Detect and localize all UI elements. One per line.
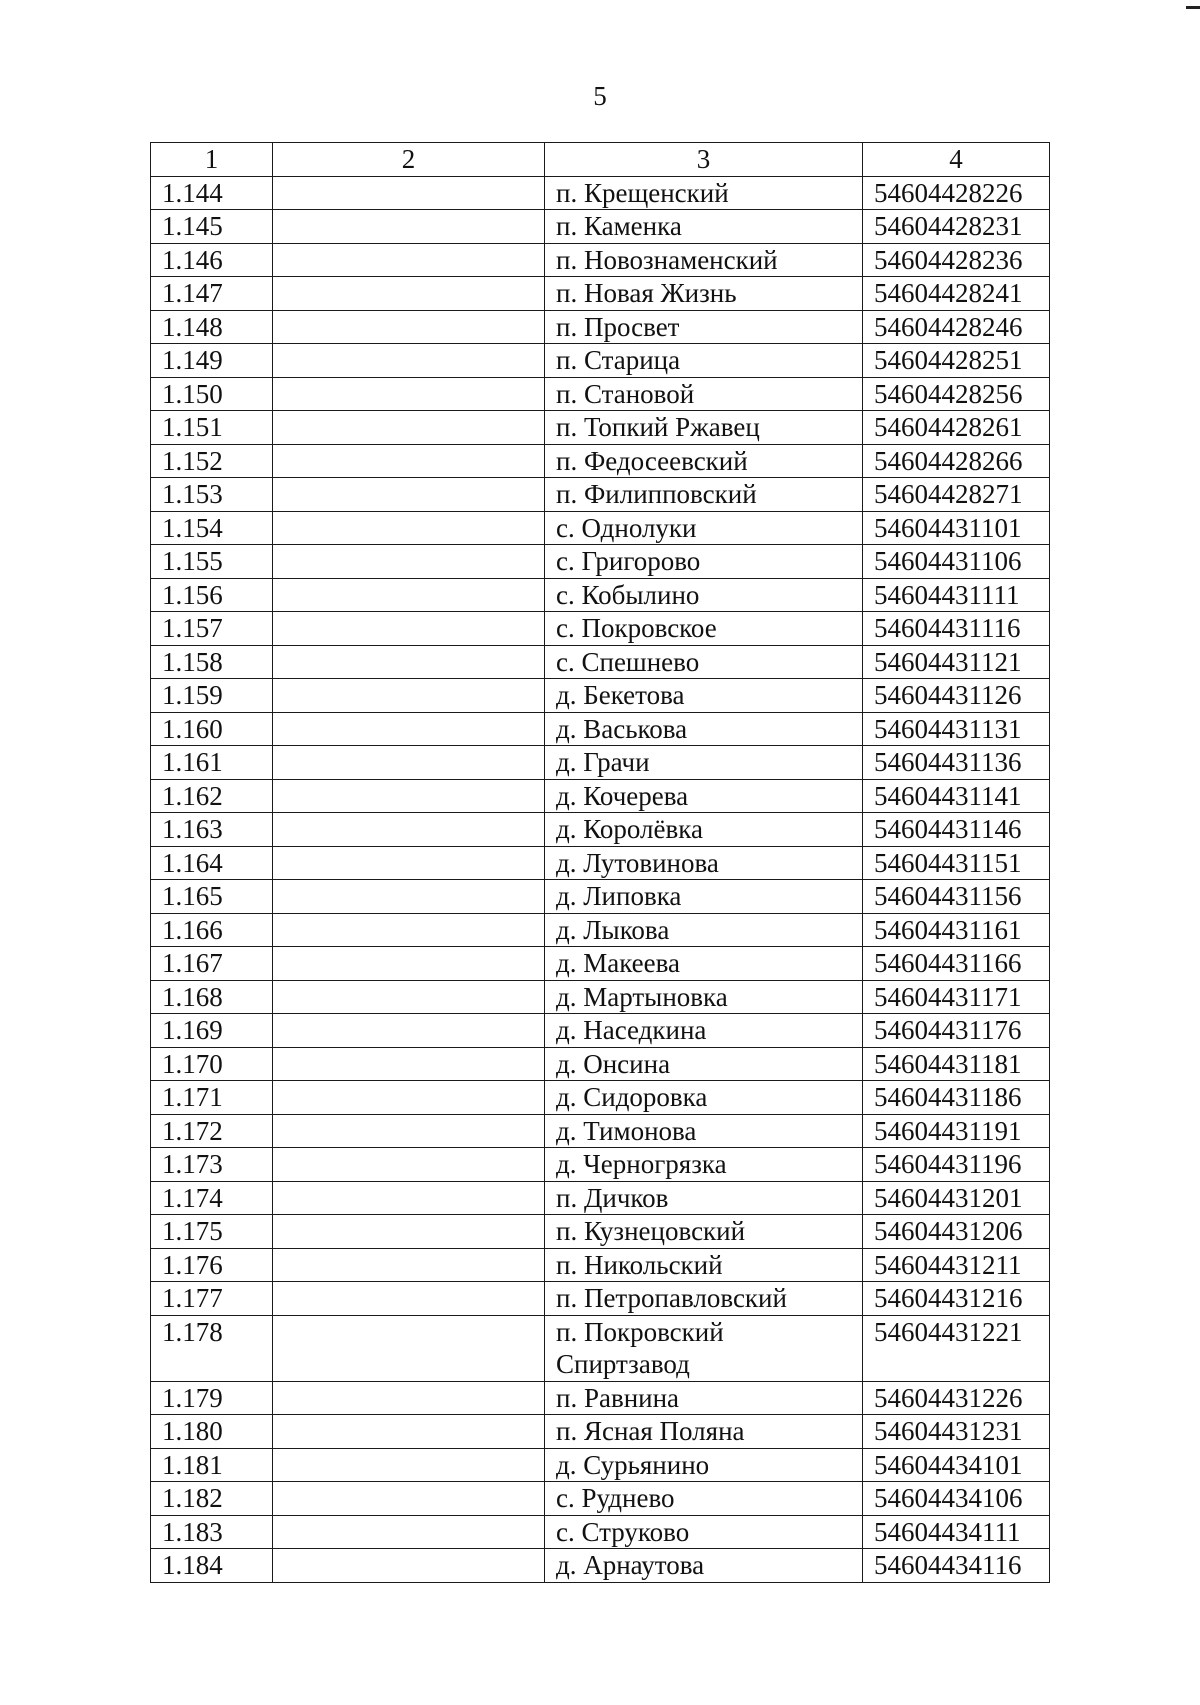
settlement-name-cell: д. Липовка [545, 880, 863, 914]
oktmo-code-cell: 54604431141 [863, 779, 1050, 813]
settlement-name-cell: п. Новая Жизнь [545, 277, 863, 311]
row-number-cell: 1.171 [151, 1081, 273, 1115]
settlement-name-cell: п. Филипповский [545, 478, 863, 512]
header-cell-1: 1 [151, 143, 273, 177]
header-cell-3: 3 [545, 143, 863, 177]
row-blank-cell [273, 1215, 545, 1249]
settlement-name-cell: д. Лыкова [545, 913, 863, 947]
row-number-cell: 1.159 [151, 679, 273, 713]
settlement-name-cell: с. Однолуки [545, 511, 863, 545]
row-number-cell: 1.151 [151, 411, 273, 445]
settlement-name-cell: с. Покровское [545, 612, 863, 646]
row-number-cell: 1.165 [151, 880, 273, 914]
table-row [151, 578, 1050, 612]
table-row [151, 511, 1050, 545]
header-cell-2: 2 [273, 143, 545, 177]
row-number-cell: 1.149 [151, 344, 273, 378]
oktmo-code-cell: 54604431171 [863, 980, 1050, 1014]
table-row [151, 1315, 1050, 1381]
oktmo-code-cell: 54604428241 [863, 277, 1050, 311]
oktmo-code-cell: 54604431116 [863, 612, 1050, 646]
table-row [151, 880, 1050, 914]
oktmo-code-cell: 54604431101 [863, 511, 1050, 545]
table-row [151, 846, 1050, 880]
oktmo-code-cell: 54604428256 [863, 377, 1050, 411]
table-row [151, 444, 1050, 478]
oktmo-code-cell: 54604434116 [863, 1549, 1050, 1583]
row-blank-cell [273, 210, 545, 244]
header-cell-4: 4 [863, 143, 1050, 177]
row-number-cell: 1.145 [151, 210, 273, 244]
oktmo-code-cell: 54604431166 [863, 947, 1050, 981]
table-row [151, 679, 1050, 713]
row-number-cell: 1.184 [151, 1549, 273, 1583]
settlement-name-cell: п. Старица [545, 344, 863, 378]
row-blank-cell [273, 1482, 545, 1516]
row-number-cell: 1.146 [151, 243, 273, 277]
settlement-name-cell: п. Никольский [545, 1248, 863, 1282]
oktmo-code-cell: 54604428266 [863, 444, 1050, 478]
row-blank-cell [273, 1114, 545, 1148]
table-row [151, 210, 1050, 244]
settlement-name-cell: д. Лутовинова [545, 846, 863, 880]
table-row [151, 1448, 1050, 1482]
row-blank-cell [273, 1047, 545, 1081]
settlement-name-cell: п. Становой [545, 377, 863, 411]
oktmo-code-cell: 54604431176 [863, 1014, 1050, 1048]
row-blank-cell [273, 478, 545, 512]
row-blank-cell [273, 645, 545, 679]
settlement-name-cell: п. Кузнецовский [545, 1215, 863, 1249]
settlement-name-cell: д. Наседкина [545, 1014, 863, 1048]
settlement-name-cell: п. Петропавловский [545, 1282, 863, 1316]
oktmo-code-cell: 54604431181 [863, 1047, 1050, 1081]
row-blank-cell [273, 377, 545, 411]
row-number-cell: 1.169 [151, 1014, 273, 1048]
row-blank-cell [273, 846, 545, 880]
table-row [151, 612, 1050, 646]
oktmo-code-cell: 54604431151 [863, 846, 1050, 880]
table-row [151, 746, 1050, 780]
settlement-name-cell: д. Онсина [545, 1047, 863, 1081]
settlement-name-cell: д. Бекетова [545, 679, 863, 713]
row-blank-cell [273, 1315, 545, 1381]
table-row [151, 813, 1050, 847]
oktmo-code-cell: 54604428226 [863, 176, 1050, 210]
table-row [151, 411, 1050, 445]
settlement-name-cell: п. Равнина [545, 1381, 863, 1415]
row-blank-cell [273, 1181, 545, 1215]
table-body [151, 143, 1050, 1583]
oktmo-code-cell: 54604431226 [863, 1381, 1050, 1415]
table-row [151, 1482, 1050, 1516]
table-row [151, 1181, 1050, 1215]
row-blank-cell [273, 310, 545, 344]
row-number-cell: 1.154 [151, 511, 273, 545]
table-row [151, 1148, 1050, 1182]
settlement-name-cell: д. Черногрязка [545, 1148, 863, 1182]
table-row [151, 980, 1050, 1014]
row-blank-cell [273, 1448, 545, 1482]
settlement-name-cell: п. Просвет [545, 310, 863, 344]
row-blank-cell [273, 1148, 545, 1182]
settlement-name-cell: д. Васькова [545, 712, 863, 746]
table-header-row [151, 143, 1050, 177]
row-number-cell: 1.163 [151, 813, 273, 847]
table-row [151, 1415, 1050, 1449]
row-number-cell: 1.173 [151, 1148, 273, 1182]
row-number-cell: 1.148 [151, 310, 273, 344]
page-number: 5 [593, 81, 607, 111]
row-blank-cell [273, 980, 545, 1014]
settlement-name-cell: с. Кобылино [545, 578, 863, 612]
row-number-cell: 1.181 [151, 1448, 273, 1482]
row-number-cell: 1.157 [151, 612, 273, 646]
table-row [151, 1515, 1050, 1549]
row-number-cell: 1.160 [151, 712, 273, 746]
row-blank-cell [273, 277, 545, 311]
row-number-cell: 1.156 [151, 578, 273, 612]
table-row [151, 947, 1050, 981]
table-row [151, 1381, 1050, 1415]
oktmo-code-cell: 54604431126 [863, 679, 1050, 713]
table-row [151, 310, 1050, 344]
row-number-cell: 1.155 [151, 545, 273, 579]
settlement-name-cell: п. Федосеевский [545, 444, 863, 478]
oktmo-code-cell: 54604431156 [863, 880, 1050, 914]
row-number-cell: 1.166 [151, 913, 273, 947]
row-number-cell: 1.176 [151, 1248, 273, 1282]
settlement-name-cell: д. Макеева [545, 947, 863, 981]
row-number-cell: 1.174 [151, 1181, 273, 1215]
table-row [151, 779, 1050, 813]
table-row [151, 913, 1050, 947]
oktmo-code-cell: 54604431136 [863, 746, 1050, 780]
table-row [151, 176, 1050, 210]
oktmo-code-cell: 54604431211 [863, 1248, 1050, 1282]
row-blank-cell [273, 411, 545, 445]
row-number-cell: 1.178 [151, 1315, 273, 1381]
oktmo-code-cell: 54604431111 [863, 578, 1050, 612]
oktmo-code-cell: 54604431201 [863, 1181, 1050, 1215]
oktmo-code-cell: 54604431186 [863, 1081, 1050, 1115]
row-blank-cell [273, 1248, 545, 1282]
row-number-cell: 1.161 [151, 746, 273, 780]
settlement-name-cell: с. Григорово [545, 545, 863, 579]
row-number-cell: 1.152 [151, 444, 273, 478]
row-number-cell: 1.150 [151, 377, 273, 411]
settlement-name-cell: п. Крещенский [545, 176, 863, 210]
oktmo-code-cell: 54604434111 [863, 1515, 1050, 1549]
oktmo-code-cell: 54604431161 [863, 913, 1050, 947]
oktmo-code-cell: 54604431191 [863, 1114, 1050, 1148]
row-blank-cell [273, 344, 545, 378]
oktmo-code-cell: 54604428261 [863, 411, 1050, 445]
row-blank-cell [273, 947, 545, 981]
table-row [151, 1248, 1050, 1282]
row-blank-cell [273, 444, 545, 478]
row-number-cell: 1.144 [151, 176, 273, 210]
table-row [151, 344, 1050, 378]
settlement-name-cell: п. Покровский Спиртзавод [545, 1315, 863, 1381]
oktmo-code-cell: 54604431121 [863, 645, 1050, 679]
row-number-cell: 1.153 [151, 478, 273, 512]
oktmo-code-cell: 54604431216 [863, 1282, 1050, 1316]
table-row [151, 545, 1050, 579]
row-blank-cell [273, 578, 545, 612]
table-row [151, 1549, 1050, 1583]
row-number-cell: 1.164 [151, 846, 273, 880]
settlement-name-cell: с. Спешнево [545, 645, 863, 679]
settlement-name-cell: п. Ясная Поляна [545, 1415, 863, 1449]
row-blank-cell [273, 779, 545, 813]
table-row [151, 1282, 1050, 1316]
settlement-name-cell: д. Королёвка [545, 813, 863, 847]
row-blank-cell [273, 1081, 545, 1115]
row-number-cell: 1.147 [151, 277, 273, 311]
oktmo-code-cell: 54604431146 [863, 813, 1050, 847]
table-row [151, 1215, 1050, 1249]
scan-edge-mark [1186, 6, 1200, 9]
settlement-name-cell: д. Грачи [545, 746, 863, 780]
row-blank-cell [273, 612, 545, 646]
row-number-cell: 1.168 [151, 980, 273, 1014]
oktmo-code-cell: 54604428231 [863, 210, 1050, 244]
row-blank-cell [273, 243, 545, 277]
row-blank-cell [273, 1282, 545, 1316]
oktmo-code-cell: 54604428236 [863, 243, 1050, 277]
table-row [151, 1081, 1050, 1115]
row-blank-cell [273, 712, 545, 746]
row-blank-cell [273, 1515, 545, 1549]
table-row [151, 277, 1050, 311]
table-row [151, 1114, 1050, 1148]
table-row [151, 1047, 1050, 1081]
table-row [151, 377, 1050, 411]
row-blank-cell [273, 679, 545, 713]
row-number-cell: 1.182 [151, 1482, 273, 1516]
row-blank-cell [273, 913, 545, 947]
row-blank-cell [273, 813, 545, 847]
oktmo-code-cell: 54604431221 [863, 1315, 1050, 1381]
row-number-cell: 1.179 [151, 1381, 273, 1415]
settlement-name-cell: д. Арнаутова [545, 1549, 863, 1583]
oktmo-code-cell: 54604434106 [863, 1482, 1050, 1516]
row-blank-cell [273, 1381, 545, 1415]
table-row [151, 478, 1050, 512]
row-number-cell: 1.162 [151, 779, 273, 813]
table-row [151, 1014, 1050, 1048]
row-blank-cell [273, 880, 545, 914]
settlement-name-cell: п. Топкий Ржавец [545, 411, 863, 445]
row-number-cell: 1.170 [151, 1047, 273, 1081]
row-number-cell: 1.167 [151, 947, 273, 981]
settlement-name-cell: д. Сурьянино [545, 1448, 863, 1482]
row-blank-cell [273, 511, 545, 545]
row-blank-cell [273, 1014, 545, 1048]
settlement-name-cell: д. Тимонова [545, 1114, 863, 1148]
oktmo-code-cell: 54604428246 [863, 310, 1050, 344]
table-row [151, 243, 1050, 277]
row-blank-cell [273, 746, 545, 780]
oktmo-code-cell: 54604428271 [863, 478, 1050, 512]
settlement-name-cell: с. Руднево [545, 1482, 863, 1516]
row-number-cell: 1.175 [151, 1215, 273, 1249]
settlement-name-cell: п. Новознаменский [545, 243, 863, 277]
row-blank-cell [273, 176, 545, 210]
settlement-name-cell: д. Кочерева [545, 779, 863, 813]
row-number-cell: 1.177 [151, 1282, 273, 1316]
settlement-name-cell: д. Сидоровка [545, 1081, 863, 1115]
oktmo-code-cell: 54604431196 [863, 1148, 1050, 1182]
row-number-cell: 1.180 [151, 1415, 273, 1449]
table-row [151, 645, 1050, 679]
settlement-name-cell: д. Мартыновка [545, 980, 863, 1014]
settlement-name-cell: п. Дичков [545, 1181, 863, 1215]
row-blank-cell [273, 1549, 545, 1583]
settlements-table [150, 142, 1050, 1583]
oktmo-code-cell: 54604434101 [863, 1448, 1050, 1482]
row-number-cell: 1.183 [151, 1515, 273, 1549]
oktmo-code-cell: 54604431106 [863, 545, 1050, 579]
oktmo-code-cell: 54604431131 [863, 712, 1050, 746]
row-blank-cell [273, 1415, 545, 1449]
row-number-cell: 1.172 [151, 1114, 273, 1148]
settlement-name-cell: п. Каменка [545, 210, 863, 244]
row-blank-cell [273, 545, 545, 579]
oktmo-code-cell: 54604431231 [863, 1415, 1050, 1449]
row-number-cell: 1.158 [151, 645, 273, 679]
settlement-name-cell: с. Струково [545, 1515, 863, 1549]
table-row [151, 712, 1050, 746]
oktmo-code-cell: 54604428251 [863, 344, 1050, 378]
oktmo-code-cell: 54604431206 [863, 1215, 1050, 1249]
